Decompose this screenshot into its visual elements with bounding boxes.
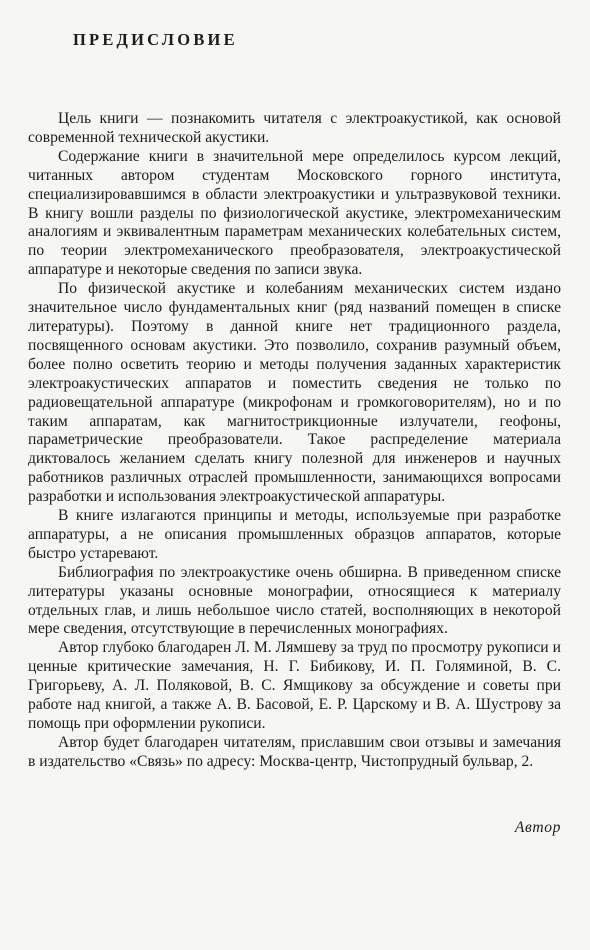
paragraph-acknowledgements: Автор глубоко благодарен Л. М. Лямшеву за труд по просмотру рукописи и ценные критические замечания, Н. Г. Бибикову, И. П. Голяминой, В. С. Григорьеву, А. Л. Поляковой, В. С. Ямщикову за обсуждение и советы при работе над книгой, а также А. В. Басовой, Е. Р. Царскому и В. А. Шустрову за помощь при оформлении рукописи. xyxy=(28,639,561,732)
paragraph-scope: По физической акустике и колебаниям механических систем издано значительное число фундаментальных книг (ряд названий помещен в списке литературы). Поэтому в данной книге нет традиционного раздела, посвященного основам акустики. Это позволило, сохранив разумный объем, более полно осветить теорию и методы получения заданных характеристик электроакустических аппаратов и поместить сведения не только по радиовещательной аппаратуре (микрофонам и громкоговорителям), но и по таким аппаратам, как магнитострикционные излучатели, геофоны, параметрические преобразователи. Такое распределение материала диктовалось желанием сделать книгу полезной для инженеров и научных работников различных отраслей промышленности, занимающихся вопросами разработки и использования электроакустической аппаратуры. xyxy=(28,280,561,506)
author-signature: Автор xyxy=(514,819,561,836)
paragraph-purpose: Цель книги — познакомить читателя с электроакустикой, как основой современной технической акустики. xyxy=(28,110,561,146)
paragraph-feedback: Автор будет благодарен читателям, приславшим свои отзывы и замечания в издательство «Связь» по адресу: Москва-центр, Чистопрудный бульвар, 2. xyxy=(28,733,561,770)
page-title: ПРЕДИСЛОВИЕ xyxy=(73,30,238,49)
paragraph-bibliography: Библиография по электроакустике очень обширна. В приведенном списке литературы указаны основные монографии, относящиеся к материалу отдельных глав, и лишь небольшое число статей, восполняющих в некоторой мере сведения, отсутствующие в перечисленных монографиях. xyxy=(28,563,561,638)
paragraph-contents: Содержание книги в значительной мере определилось курсом лекций, читанных автором студентам Московского горного института, специализировавшимся в области электроакустики и ультразвуковой техники. В книгу вошли разделы по физиологической акустике, электромеханическим аналогиям и эквивалентным параметрам механических колебательных систем, по теории электромеханического преобразователя, электроакустической аппаратуре и некоторые сведения по записи звука. xyxy=(28,147,561,279)
preface-body xyxy=(28,110,561,772)
paragraph-principles: В книге излагаются принципы и методы, используемые при разработке аппаратуры, а не описания промышленных образцов аппаратов, которые быстро устаревают. xyxy=(28,507,561,562)
